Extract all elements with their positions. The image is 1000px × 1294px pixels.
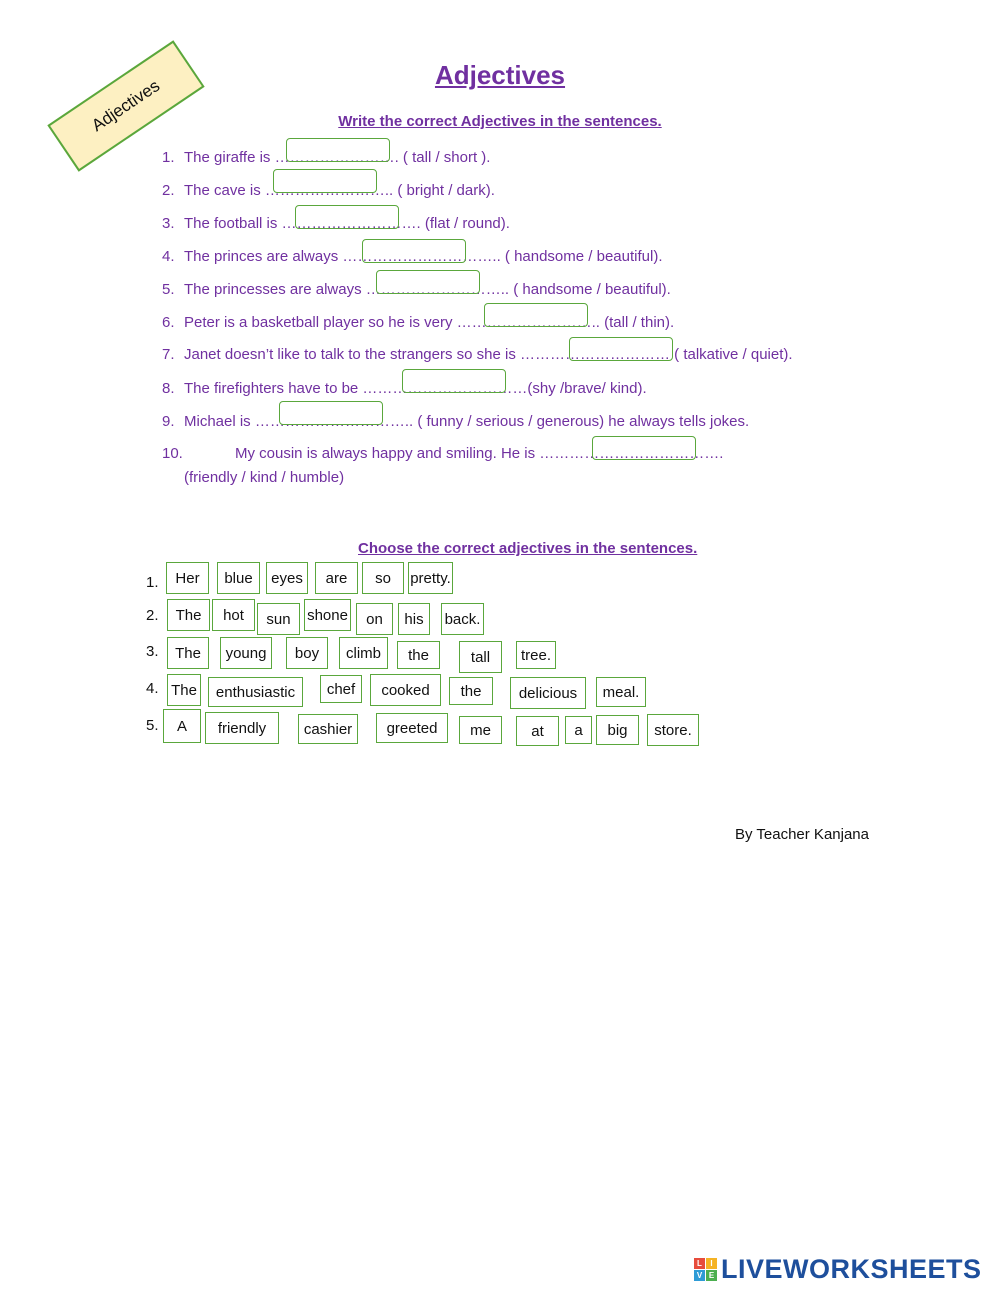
sentence-text: The football is ………………………. (flat / round). <box>184 215 510 232</box>
section1-heading: Write the correct Adjectives in the sentences. <box>338 113 662 130</box>
sentence-7 <box>162 346 793 363</box>
logo-mark-letter: V <box>694 1270 705 1281</box>
sentence-number: 6. <box>162 314 175 331</box>
row-number: 4. <box>146 680 159 697</box>
word-option[interactable]: delicious <box>510 677 586 709</box>
answer-box-2[interactable] <box>273 169 377 193</box>
word-option[interactable]: back. <box>441 603 484 635</box>
word-option[interactable]: hot <box>212 599 255 631</box>
sentence-text: The firefighters have to be ……………………………(shy /brave/ kind). <box>184 380 647 397</box>
answer-box-1[interactable] <box>286 138 390 162</box>
answer-box-6[interactable] <box>484 303 588 327</box>
row-number: 2. <box>146 607 159 624</box>
row-number: 3. <box>146 643 159 660</box>
answer-box-7[interactable] <box>569 337 673 361</box>
word-option[interactable]: his <box>398 603 430 635</box>
sentence-text: The giraffe is ……………………. ( tall / short ). <box>184 149 491 166</box>
word-option[interactable]: are <box>315 562 358 594</box>
logo-mark-letter: L <box>694 1258 705 1269</box>
word-option[interactable]: pretty. <box>408 562 453 594</box>
logo-mark-letter: I <box>706 1258 717 1269</box>
word-option[interactable]: eyes <box>266 562 308 594</box>
sentence-number: 2. <box>162 182 175 199</box>
answer-box-10[interactable] <box>592 436 696 460</box>
word-option[interactable]: chef <box>320 675 362 703</box>
word-option[interactable]: greeted <box>376 713 448 743</box>
word-option[interactable]: a <box>565 716 592 744</box>
answer-box-4[interactable] <box>362 239 466 263</box>
answer-box-9[interactable] <box>279 401 383 425</box>
sentence-number: 4. <box>162 248 175 265</box>
sentence-10-options: (friendly / kind / humble) <box>184 469 345 486</box>
word-option[interactable]: boy <box>286 637 328 669</box>
author-credit: By Teacher Kanjana <box>735 826 869 843</box>
row-number: 5. <box>146 717 159 734</box>
word-option[interactable]: friendly <box>205 712 279 744</box>
word-option[interactable]: the <box>397 641 440 669</box>
word-option[interactable]: Her <box>166 562 209 594</box>
word-option[interactable]: shone <box>304 599 351 631</box>
sentence-number: 8. <box>162 380 175 397</box>
word-option[interactable]: me <box>459 716 502 744</box>
row-number: 1. <box>146 574 159 591</box>
sentence-number: 5. <box>162 281 175 298</box>
sentence-number: 1. <box>162 149 175 166</box>
word-option[interactable]: cooked <box>370 674 441 706</box>
sentence-text: Michael is ………………………….. ( funny / serious / generous) he always tells jokes. <box>184 413 750 430</box>
word-option[interactable]: at <box>516 716 559 746</box>
word-option[interactable]: The <box>167 599 210 631</box>
word-option[interactable]: sun <box>257 603 300 635</box>
word-option[interactable]: so <box>362 562 404 594</box>
word-option[interactable]: A <box>163 709 201 743</box>
word-option[interactable]: The <box>167 674 201 706</box>
word-option[interactable]: the <box>449 677 493 705</box>
sentence-number: 3. <box>162 215 175 232</box>
word-option[interactable]: store. <box>647 714 699 746</box>
sentence-text: Janet doesn’t like to talk to the strangers so she is ………………………… ( talkative / quiet). <box>184 346 793 363</box>
liveworksheets-logo[interactable] <box>694 1254 982 1285</box>
sentence-text: The princesses are always ……………………….. ( handsome / beautiful). <box>184 281 671 298</box>
word-option[interactable]: The <box>167 637 209 669</box>
logo-mark-letter: E <box>706 1270 717 1281</box>
word-option[interactable]: on <box>356 603 393 635</box>
section2-heading: Choose the correct adjectives in the sentences. <box>358 540 698 557</box>
sentence-text: The cave is …………………….. ( bright / dark). <box>184 182 495 199</box>
sentence-text: The princes are always ………………………….. ( handsome / beautiful). <box>184 248 663 265</box>
word-option[interactable]: enthusiastic <box>208 677 303 707</box>
answer-box-8[interactable] <box>402 369 506 393</box>
answer-box-5[interactable] <box>376 270 480 294</box>
word-option[interactable]: climb <box>339 637 388 669</box>
word-option[interactable]: cashier <box>298 714 358 744</box>
logo-text: LIVEWORKSHEETS <box>721 1254 982 1284</box>
word-option[interactable]: meal. <box>596 677 646 707</box>
sentence-9 <box>162 413 749 430</box>
word-option[interactable]: blue <box>217 562 260 594</box>
word-option[interactable]: tall <box>459 641 502 673</box>
sentence-number: 10. <box>162 445 183 462</box>
sentence-number: 9. <box>162 413 175 430</box>
word-option[interactable]: tree. <box>516 641 556 669</box>
sentence-text: Peter is a basketball player so he is very ……………………….. (tall / thin). <box>184 314 675 331</box>
sentence-text: My cousin is always happy and smiling. He is ………………………………. <box>235 445 724 462</box>
word-option[interactable]: young <box>220 637 272 669</box>
tag-label: Adjectives <box>88 76 164 136</box>
logo-mark-icon <box>694 1258 717 1281</box>
word-option[interactable]: big <box>596 715 639 745</box>
sentence-number: 7. <box>162 346 175 363</box>
sentence-6 <box>162 314 674 331</box>
answer-box-3[interactable] <box>295 205 399 229</box>
page-title: Adjectives <box>434 60 566 90</box>
